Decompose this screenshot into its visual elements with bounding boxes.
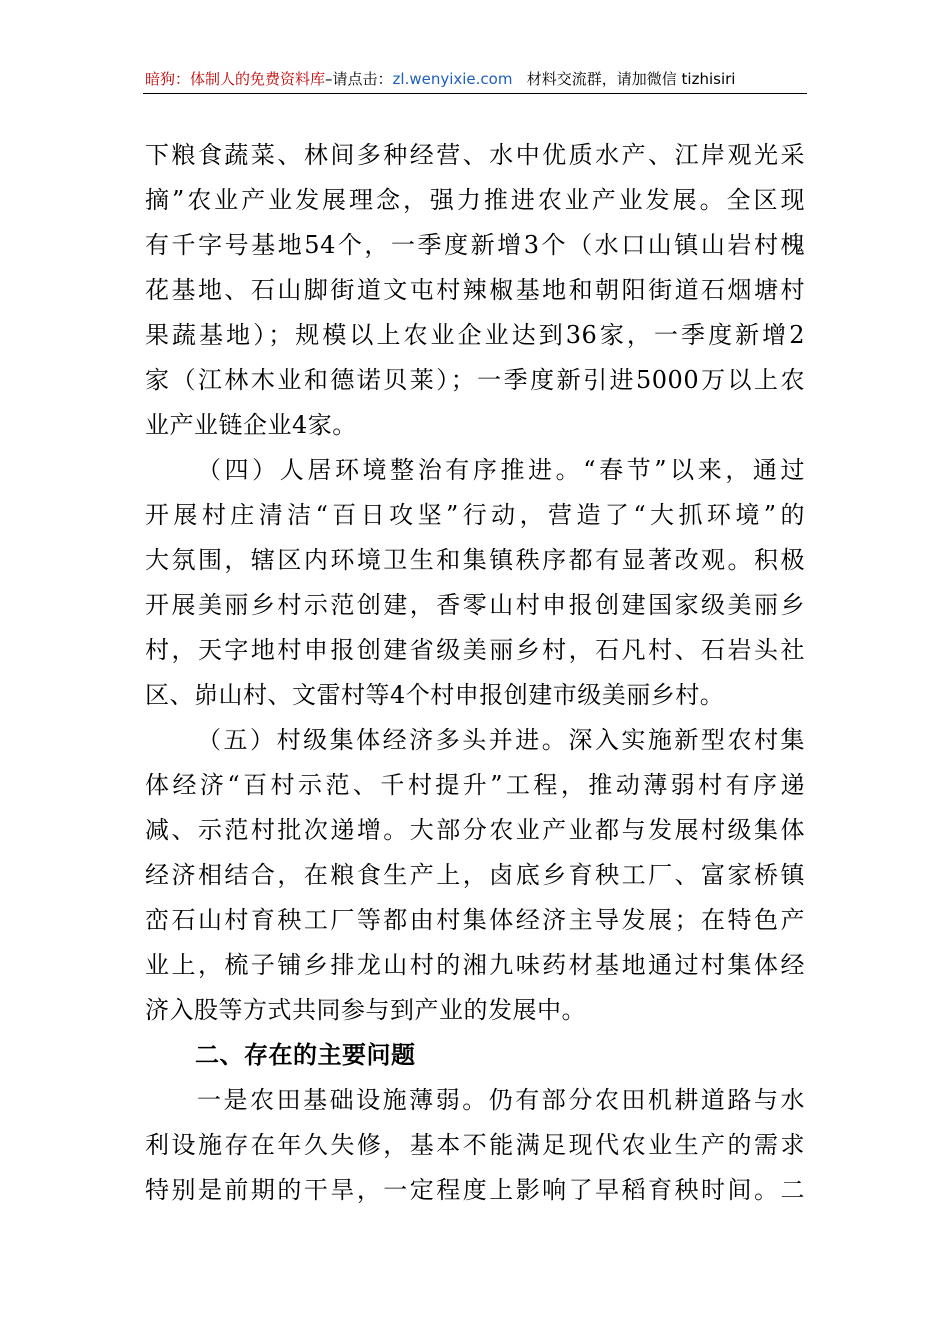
document-body: [145, 133, 805, 1213]
header-wechat: 材料交流群，请加微信 tizhisiri: [526, 70, 736, 88]
paragraph-five-heading-line: （五）村级集体经济多头并进。深入实施新型农村集: [197, 726, 805, 754]
header-link[interactable]: zl.wenyixie.com: [392, 70, 513, 88]
header-divider: [143, 93, 807, 94]
text-line: 区、峁山村、文雷村等4个村申报创建市级美丽乡村。: [145, 681, 725, 709]
section-heading: 二、存在的主要问题: [195, 1041, 416, 1069]
text-line: 摘”农业产业发展理念，强力推进农业产业发展。全区现: [145, 186, 805, 214]
text-line: 开展美丽乡村示范创建，香零山村申报创建国家级美丽乡: [145, 591, 805, 619]
header-brand: 暗狗：体制人的免费资料库: [145, 70, 326, 88]
text-line: 家（江林木业和德诺贝莱）；一季度新引进5000万以上农: [145, 366, 805, 394]
text-line: 大氛围，辖区内环境卫生和集镇秩序都有显著改观。积极: [145, 546, 805, 574]
text-line: 一是农田基础设施薄弱。仍有部分农田机耕道路与水: [197, 1086, 805, 1114]
text-line: 下粮食蔬菜、林间多种经营、水中优质水产、江岸观光采: [145, 141, 805, 169]
text-line: 开展村庄清洁“百日攻坚”行动，营造了“大抓环境”的: [145, 501, 805, 529]
text-line: 果蔬基地）；规模以上农业企业达到36家，一季度新增2: [145, 321, 805, 349]
text-line: 减、示范村批次递增。大部分农业产业都与发展村级集体: [145, 816, 805, 844]
text-line: 业上，梳子铺乡排龙山村的湘九味药材基地通过村集体经: [145, 951, 805, 979]
text-line: 经济相结合，在粮食生产上，卤底乡育秧工厂、富家桥镇: [145, 861, 805, 889]
header-link-prefix: –请点击：: [325, 70, 393, 88]
text-line: 有千字号基地54个，一季度新增3个（水口山镇山岩村槐: [145, 231, 805, 259]
text-line: 花基地、石山脚街道文屯村辣椒基地和朝阳街道石烟塘村: [145, 276, 805, 304]
paragraph-four-heading-line: （四）人居环境整治有序推进。“春节”以来，通过: [197, 456, 805, 484]
text-line: 利设施存在年久失修，基本不能满足现代农业生产的需求: [145, 1131, 805, 1159]
text-line: 济入股等方式共同参与到产业的发展中。: [145, 996, 586, 1024]
text-line: 业产业链企业4家。: [145, 411, 357, 439]
text-line: 峦石山村育秧工厂等都由村集体经济主导发展；在特色产: [145, 906, 805, 934]
text-line: 特别是前期的干旱，一定程度上影响了早稻育秧时间。二: [145, 1176, 805, 1204]
text-line: 体经济“百村示范、千村提升”工程，推动薄弱村有序递: [145, 771, 805, 799]
text-line: 村，天字地村申报创建省级美丽乡村，石凡村、石岩头社: [145, 636, 805, 664]
page-header: [145, 66, 805, 92]
